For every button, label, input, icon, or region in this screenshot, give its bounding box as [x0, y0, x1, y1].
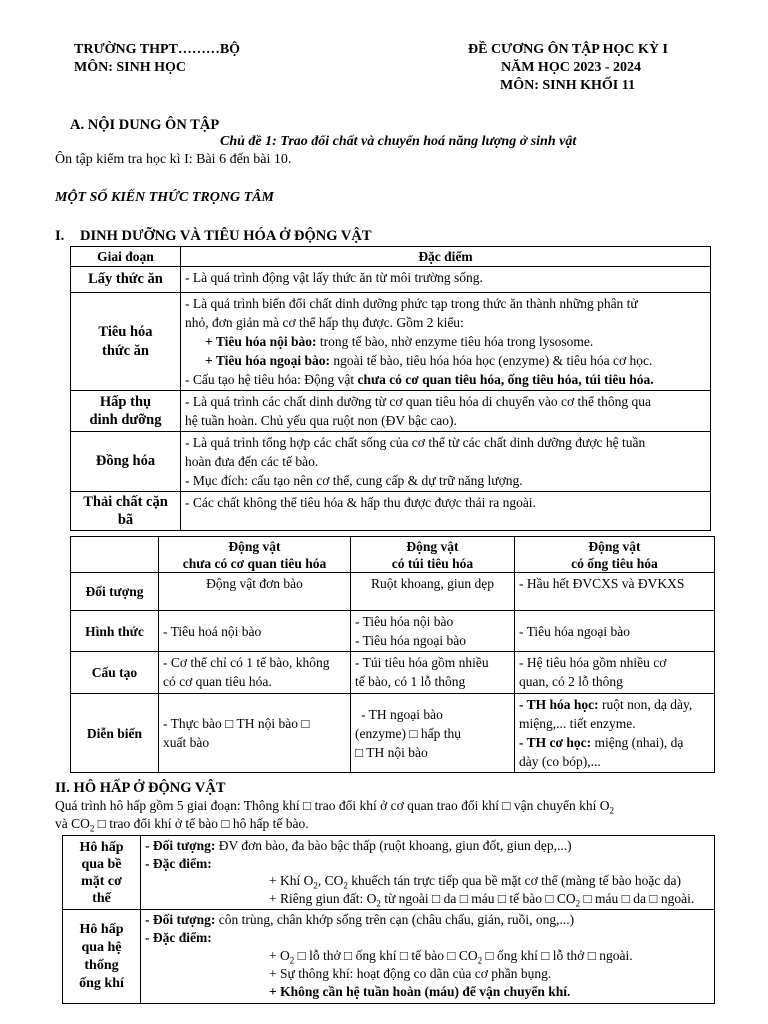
desc-line: hệ tuần hoàn. Chủ yếu qua ruột non (ĐV bậc cao).: [185, 413, 457, 428]
desc-line: hoàn đưa đến các tế bào.: [185, 454, 319, 469]
stage-label: Đồng hóa: [71, 432, 181, 492]
stage-desc: [181, 391, 711, 432]
cell-line: (enzyme) □ hấp thụ: [355, 725, 461, 741]
desc-line: - Các chất không thể tiêu hóa & hấp thu được được thải ra ngoài.: [185, 495, 536, 510]
header-line: có ống tiêu hóa: [571, 555, 658, 571]
cell-line: □ TH nội bào: [355, 744, 428, 760]
desc-text: □ lỗ thở □ ống khí □ tế bào □ CO: [294, 948, 478, 963]
desc-line: + Không cần hệ tuần hoàn (máu) để vận chuyển khí.: [269, 984, 571, 999]
col-header-stage: Giai đoạn: [71, 247, 181, 267]
cell-line: có cơ quan tiêu hóa.: [163, 674, 272, 689]
cmp-row-dien-bien: [71, 694, 715, 773]
subscript: 2: [313, 880, 318, 891]
cell-line: - Tiêu hóa ngoại bào: [355, 633, 466, 648]
header-line: Động vật: [406, 538, 459, 554]
row-dong-hoa: [71, 432, 711, 492]
respiration-intro-line2: [55, 816, 309, 832]
section-2-heading: II. HÔ HẤP Ở ĐỘNG VẬT: [55, 780, 226, 796]
desc-line: - Là quá trình động vật lấy thức ăn từ môi trường sống.: [185, 270, 483, 285]
desc-line: [185, 370, 706, 389]
header-line: chưa có cơ quan tiêu hóa: [182, 555, 327, 571]
desc-text: trong tế bào, nhờ enzyme tiêu hóa trong lysosome.: [316, 334, 594, 349]
label-line: qua bề: [81, 856, 122, 872]
cell-line: miệng,... tiết enzyme.: [519, 716, 636, 731]
intro-text: □ trao đổi khí ở tế bào □ hô hấp tế bào.: [94, 816, 309, 831]
cell-line: - Túi tiêu hóa gồm nhiều: [355, 655, 489, 670]
subscript: 2: [89, 823, 95, 834]
cmp-cell: - Tiêu hoá nội bào: [159, 611, 351, 652]
cmp-cell: [159, 652, 351, 694]
desc-line: [185, 351, 706, 370]
cell-line: - Thực bào □ TH nội bào □: [163, 716, 310, 731]
subject-label: MÔN: SINH HỌC: [74, 60, 186, 75]
desc-text: + O: [269, 948, 290, 963]
cmp-header-no-organ: [159, 537, 351, 573]
resp-desc: [141, 836, 715, 910]
col-header-feature: Đặc điểm: [181, 247, 711, 267]
bold-term: - Đối tượng:: [145, 838, 216, 853]
doc-title: ĐỀ CƯƠNG ÔN TẬP HỌC KỲ I: [468, 42, 668, 57]
subscript: 2: [376, 898, 381, 909]
label-line: Tiêu hóa: [98, 323, 153, 340]
desc-text: □ ống khí □ lỗ thở □ ngoài.: [482, 948, 633, 963]
stage-desc: [181, 432, 711, 492]
table1-header-row: [71, 247, 711, 267]
cmp-cell: [351, 694, 515, 773]
desc-line: [185, 332, 706, 351]
stage-desc: [181, 492, 711, 531]
desc-text: □ máu □ da □ ngoài.: [580, 890, 695, 906]
cell-line: xuất bào: [163, 735, 210, 750]
cmp-row-label: Diễn biến: [71, 694, 159, 773]
stage-label: Lấy thức ăn: [71, 267, 181, 293]
key-knowledge-heading: MỘT SỐ KIẾN THỨC TRỌNG TÂM: [55, 190, 274, 205]
topic-title: Chủ đề 1: Trao đổi chất và chuyển hoá năng lượng ở sinh vật: [220, 134, 577, 149]
desc-text: từ ngoài □ da □ máu □ tế bào □ CO: [380, 890, 576, 906]
digestion-comparison-table: [70, 536, 715, 773]
resp-row-tracheal: [63, 910, 715, 1004]
desc-line: [145, 890, 710, 908]
label-line: Hô hấp: [79, 921, 124, 937]
cmp-row-label: Đối tượng: [71, 573, 159, 611]
stage-desc: [181, 267, 711, 293]
cell-line: - Hệ tiêu hóa gồm nhiều cơ: [519, 655, 667, 670]
row-thai-chat: [71, 492, 711, 531]
header-line: có túi tiêu hóa: [391, 555, 474, 571]
label-line: dinh dưỡng: [89, 412, 162, 428]
desc-text: , CO: [317, 873, 344, 888]
cmp-corner-cell: [71, 537, 159, 573]
cell-text: ruột non, dạ dày,: [598, 697, 693, 712]
row-lay-thuc-an: [71, 267, 711, 293]
stage-label: [71, 391, 181, 432]
cell-line: quan, có 2 lỗ thông: [519, 674, 623, 689]
section-1-heading: DINH DƯỠNG VÀ TIÊU HÓA Ở ĐỘNG VẬT: [80, 228, 372, 244]
review-scope: Ôn tập kiểm tra học kì I: Bài 6 đến bài 10.: [55, 152, 292, 167]
bold-term: - Đối tượng:: [145, 912, 216, 927]
section-1-number: I.: [55, 228, 65, 244]
school-name: TRƯỜNG THPT………BỘ: [74, 42, 241, 57]
bold-term: + Tiêu hóa nội bào:: [205, 334, 317, 349]
respiration-table: [62, 835, 715, 1004]
bold-term: + Tiêu hóa ngoại bào:: [205, 353, 330, 368]
cmp-cell: [351, 611, 515, 652]
desc-text: ĐV đơn bào, đa bào bậc thấp (ruột khoang, giun đốt, giun dẹp,...): [215, 838, 572, 853]
desc-line: [145, 872, 710, 890]
cmp-cell: - Hầu hết ĐVCXS và ĐVKXS: [515, 573, 715, 611]
cmp-header-row: [71, 537, 715, 573]
row-tieu-hoa: [71, 293, 711, 391]
label-line: mặt cơ: [81, 873, 122, 889]
cell-line: - Cơ thể chỉ có 1 tế bào, không: [163, 655, 330, 670]
cmp-cell: - Tiêu hóa ngoại bào: [515, 611, 715, 652]
header-line: Động vật: [228, 538, 281, 554]
cmp-cell: Ruột khoang, giun dẹp: [351, 573, 515, 611]
cmp-cell: [159, 694, 351, 773]
subscript: 2: [343, 880, 348, 891]
section-a-heading: A. NỘI DUNG ÔN TẬP: [70, 117, 220, 133]
resp-type-label: [63, 910, 141, 1004]
subscript: 2: [575, 898, 581, 909]
row-hap-thu: [71, 391, 711, 432]
cell-text: miệng (nhai), dạ: [591, 735, 684, 750]
header-line: Động vật: [588, 538, 641, 554]
desc-line: [145, 947, 710, 965]
desc-text: ngoài tế bào, tiêu hóa hóa học (enzyme) & tiêu hóa cơ học.: [329, 353, 653, 368]
cell-line: - Tiêu hóa nội bào: [355, 614, 454, 629]
label-line: ống khí: [79, 975, 124, 991]
cmp-cell: [351, 652, 515, 694]
desc-text: + Riêng giun đất: O: [269, 890, 377, 906]
cmp-header-sac: [351, 537, 515, 573]
label-line: Hô hấp: [79, 839, 124, 855]
cell-line: tế bào, có 1 lỗ thông: [355, 674, 466, 689]
resp-row-body-surface: [63, 836, 715, 910]
school-year: NĂM HỌC 2023 - 2024: [501, 60, 641, 75]
label-line: qua hệ: [81, 939, 122, 955]
cell-line: - TH ngoại bào: [361, 706, 443, 722]
intro-text: và CO: [55, 816, 90, 831]
cmp-row-label: Cấu tạo: [71, 652, 159, 694]
subscript: 2: [609, 805, 614, 816]
cmp-row-label: Hình thức: [71, 611, 159, 652]
desc-line: + Sự thông khí: hoạt động co dãn của cơ phần bụng.: [269, 966, 552, 981]
desc-text: + Khí O: [269, 873, 314, 888]
cmp-cell: Động vật đơn bào: [159, 573, 351, 611]
cmp-row-cau-tao: [71, 652, 715, 694]
cmp-row-hinh-thuc: [71, 611, 715, 652]
respiration-intro-line1: [55, 798, 614, 814]
desc-text: khuếch tán trực tiếp qua bề mặt cơ thể (màng tế bào hoặc da): [347, 873, 681, 888]
intro-text: Quá trình hô hấp gồm 5 giai đoạn: Thông khí □ trao đổi khí ở cơ quan trao đổi khí □ vận chuyển khí O: [55, 798, 610, 813]
label-line: thống: [84, 957, 119, 973]
label-line: Hấp thụ: [99, 394, 152, 410]
desc-line: [145, 911, 710, 929]
digestion-stages-table: [70, 246, 711, 531]
subscript: 2: [477, 955, 483, 966]
desc-line: - Đặc điểm:: [145, 855, 212, 871]
resp-type-label: [63, 836, 141, 910]
label-line: Thải chất cặn: [83, 494, 168, 510]
grade-line: MÔN: SINH KHỐI 11: [500, 78, 635, 93]
label-line: bã: [117, 512, 134, 528]
desc-line: - Là quá trình biến đổi chất dinh dưỡng phức tạp trong thức ăn thành những phân tử: [185, 296, 638, 311]
bold-term: - TH cơ học:: [519, 735, 592, 750]
cmp-cell: [515, 652, 715, 694]
desc-line: nhỏ, đơn giản mà cơ thể hấp thụ được. Gồm 2 kiểu:: [185, 315, 464, 330]
cmp-header-tube: [515, 537, 715, 573]
stage-desc: [181, 293, 711, 391]
cell-line: [519, 695, 710, 714]
desc-line: - Mục đích: cấu tạo nên cơ thể, cung cấp & dự trữ năng lượng.: [185, 473, 523, 488]
bold-term: chưa có cơ quan tiêu hóa, ống tiêu hóa, túi tiêu hóa.: [357, 372, 654, 387]
desc-text: - Cấu tạo hệ tiêu hóa: Động vật: [185, 372, 358, 387]
resp-desc: [141, 910, 715, 1004]
subscript: 2: [289, 955, 295, 966]
cell-line: [519, 733, 710, 752]
desc-line: [145, 837, 710, 855]
desc-line: - Đặc điểm:: [145, 930, 212, 945]
cell-line: dày (co bóp),...: [519, 754, 601, 769]
desc-line: - Là quá trình tổng hợp các chất sống của cơ thể từ các chất dinh dưỡng được hệ tuần: [185, 435, 646, 450]
stage-label: [71, 293, 181, 391]
label-line: thức ăn: [102, 342, 149, 359]
bold-term: - TH hóa học:: [519, 697, 599, 712]
subject-line: [74, 60, 186, 76]
desc-line: - Là quá trình các chất dinh dưỡng từ cơ quan tiêu hóa di chuyển vào cơ thể thông qua: [185, 394, 652, 409]
desc-text: côn trùng, chân khớp sống trên cạn (châu chấu, gián, ruồi, ong,...): [215, 912, 575, 927]
cmp-cell: [515, 694, 715, 773]
stage-label: [71, 492, 181, 531]
label-line: thể: [92, 890, 111, 906]
cmp-row-doi-tuong: [71, 573, 715, 611]
